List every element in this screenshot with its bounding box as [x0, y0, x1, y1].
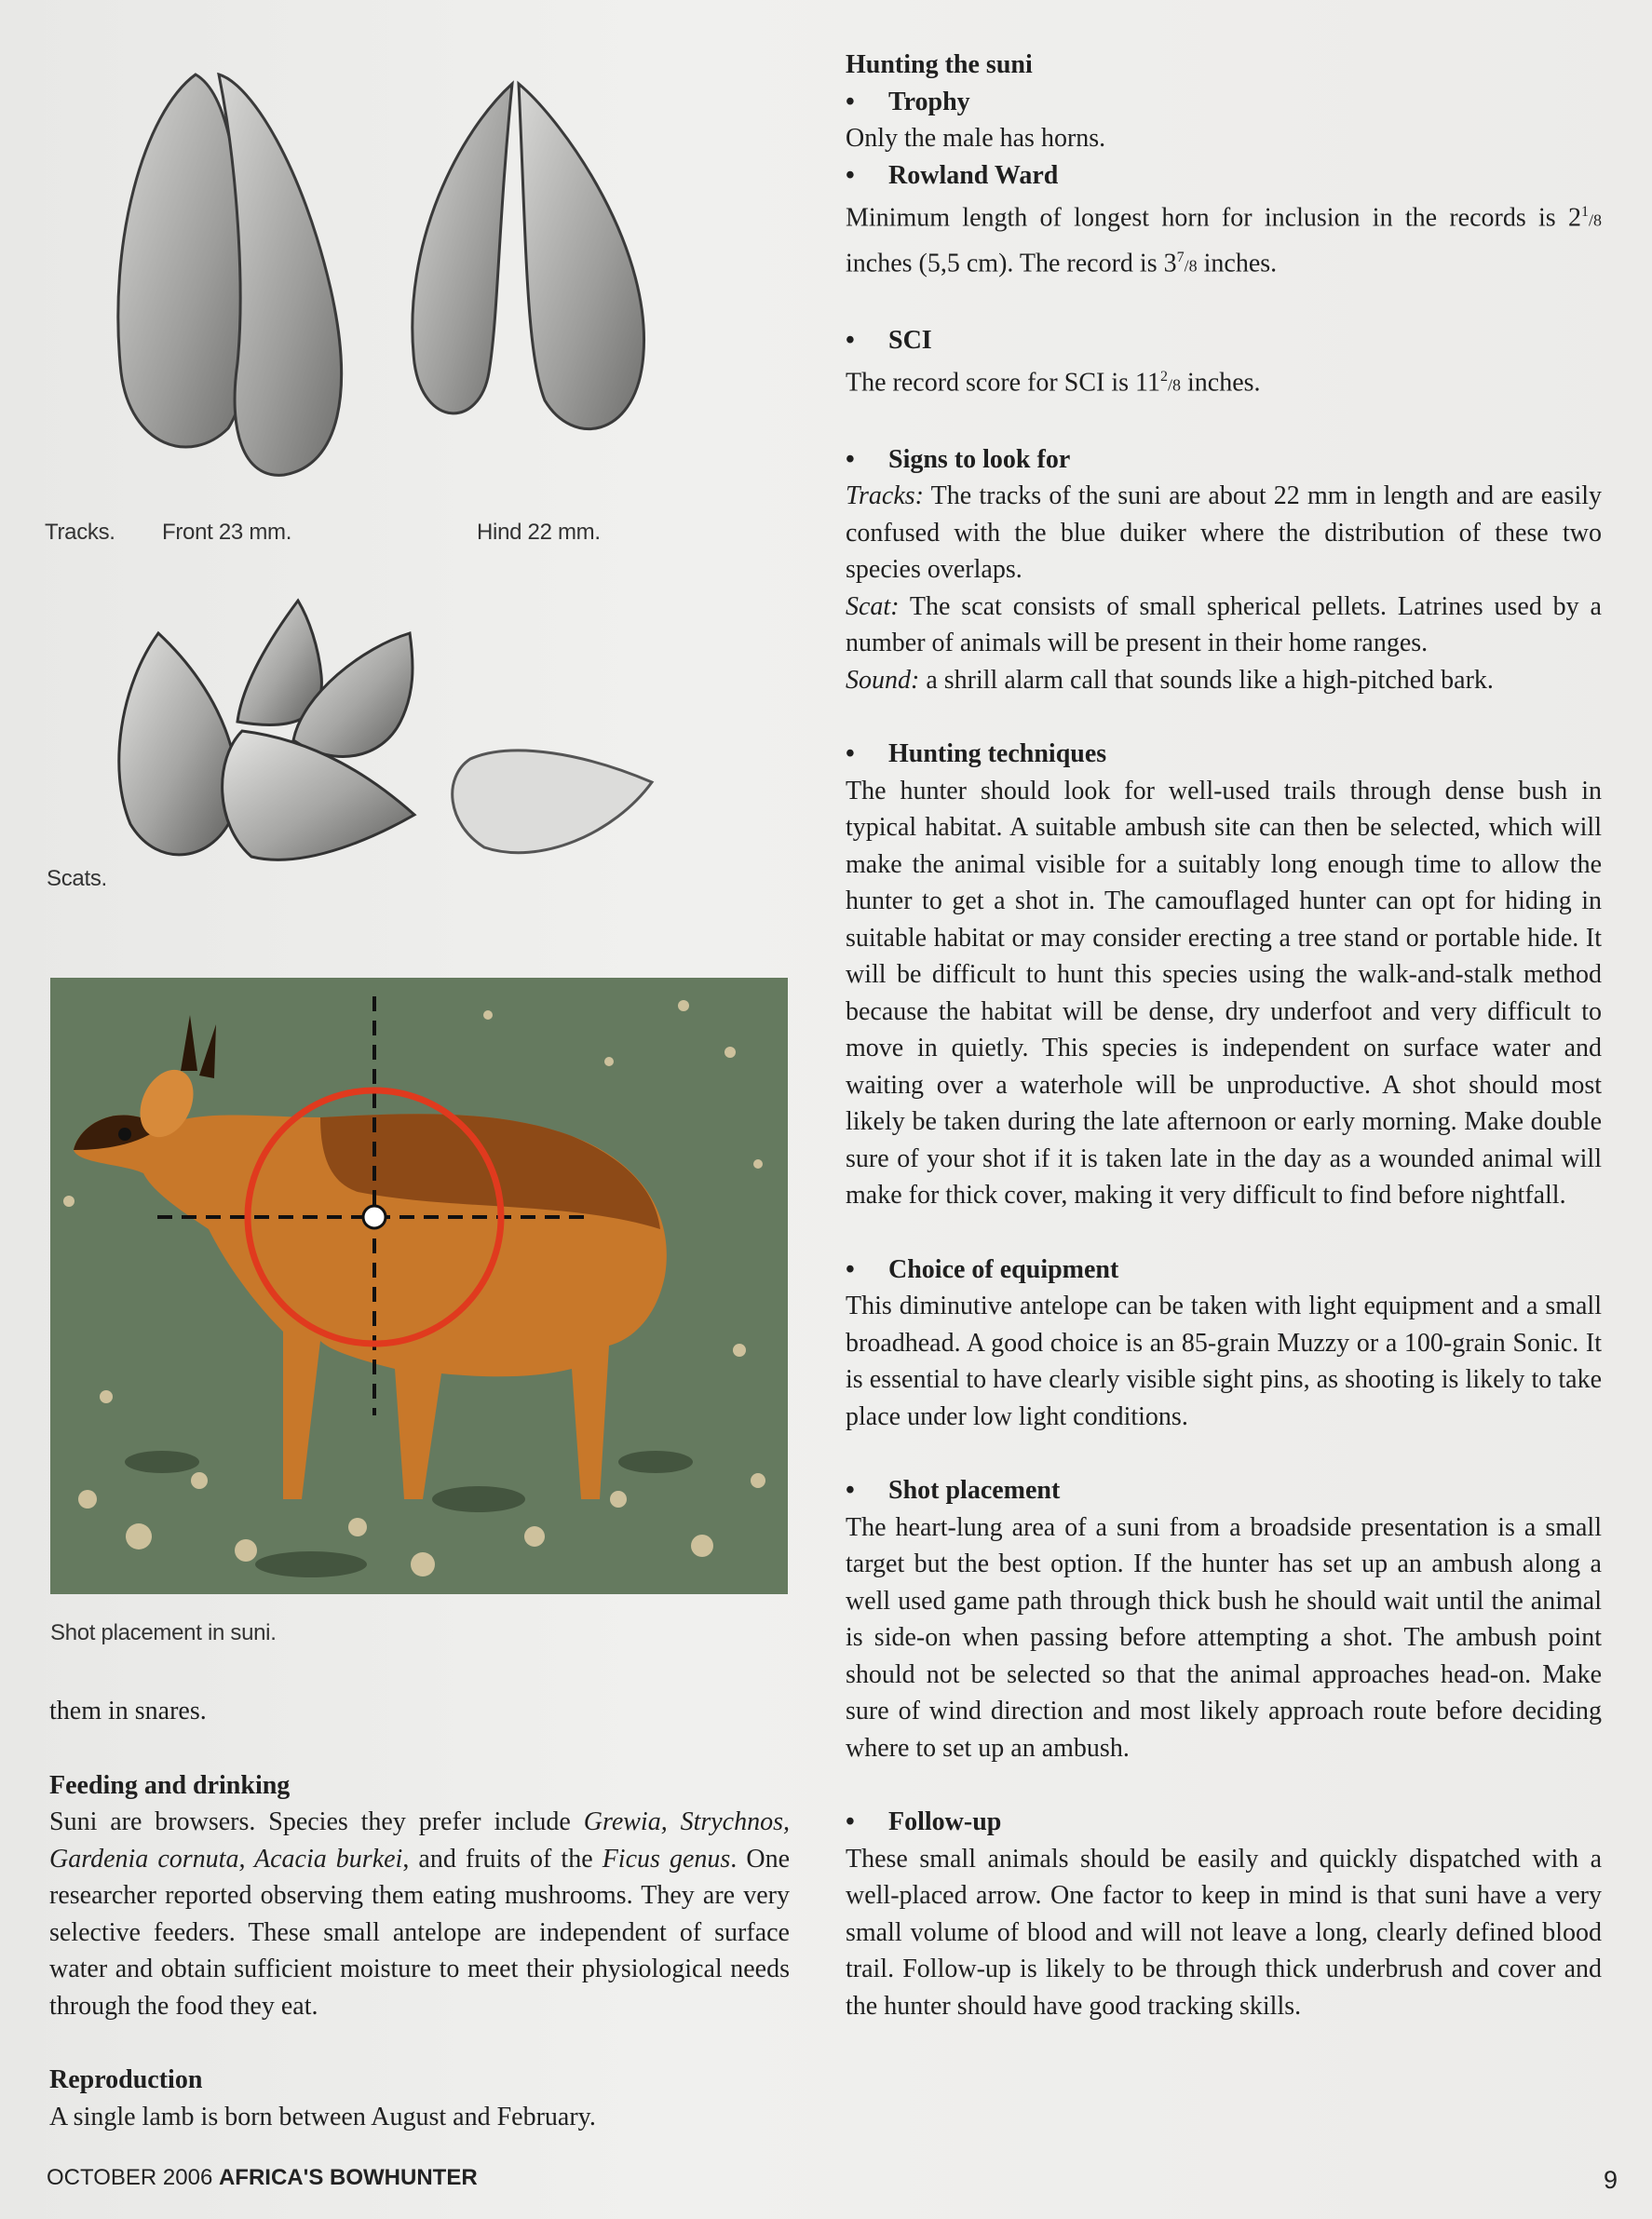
hind-track-caption: Hind 22 mm.	[477, 520, 601, 545]
left-column	[49, 1693, 790, 2135]
suni-photo	[50, 978, 788, 1594]
feeding-heading: Feeding and drinking	[49, 1770, 291, 1800]
continuation-text: them in snares.	[49, 1697, 207, 1725]
sound-text: Sound: a shrill alarm call that sounds like a high-pitched bark.	[846, 665, 1494, 695]
scats-caption: Scats.	[47, 866, 107, 891]
hunting-heading: Hunting the suni	[846, 50, 1033, 79]
follow-up-text: These small animals should be easily and quickly dispatched with a well-placed arrow. One factor to keep in mind is that suni have a very small volume of blood and will not leave a long, clearly defined blood trail. Follow-up is likely to be through thick underbrush and cover and the hunter should have good tracking skills.	[846, 1844, 1602, 2021]
front-track-caption: Front 23 mm.	[162, 520, 292, 545]
issue-date: OCTOBER 2006	[47, 2165, 219, 2190]
equipment-heading: • Choice of equipment	[846, 1254, 1119, 1284]
tracks-illustration	[88, 56, 675, 512]
rowland-ward-text: Minimum length of longest horn for inclusion in the records is $2^1/8$ inches (5,5 cm). The record is $3^7/8$ inches.	[846, 203, 1602, 278]
page-footer	[47, 2165, 478, 2191]
shot-placement-caption: Shot placement in suni.	[50, 1620, 277, 1645]
scat-text: Scat: The scat consists of small spherical pellets. Latrines used by a number of animals will be present in their home ranges.	[846, 591, 1602, 658]
rowland-ward-heading: • Rowland Ward	[846, 160, 1059, 190]
sci-text: The record score for SCI is $11^2/8$ inches.	[846, 368, 1261, 398]
shot-placement-heading: • Shot placement	[846, 1476, 1061, 1506]
sci-heading: • SCI	[846, 325, 932, 355]
trophy-heading: • Trophy	[846, 87, 970, 116]
follow-up-heading: • Follow-up	[846, 1807, 1002, 1837]
tracks-caption: Tracks.	[45, 520, 115, 545]
techniques-text: The hunter should look for well-used trails through dense bush in typical habitat. A suitable ambush site can then be selected, which will make the animal visible for a suitably long enough time to allow the hunter to get a shot in. The camouflaged hunter can opt for hiding in suitable habitat or may consider erecting a tree stand or portable hide. It will be difficult to hunt this species using the walk-and-stalk method because the habitat will be dense, dry underfoot and very difficult to move in quietly. This species is independent on surface water and waiting over a waterhole will be unproductive. A shot should most likely be taken during the late afternoon or early morning. Make double sure of your shot if it is taken late in the day as a wounded animal will make for thick cover, making it very difficult to find before nightfall.	[846, 776, 1602, 1211]
techniques-heading: • Hunting techniques	[846, 739, 1107, 769]
reproduction-text: A single lamb is born between August and February.	[49, 2102, 596, 2131]
trophy-text: Only the male has horns.	[846, 124, 1106, 153]
scats-illustration	[102, 591, 680, 889]
magazine-title: AFRICA'S BOWHUNTER	[218, 2165, 478, 2190]
feeding-text: Suni are browsers. Species they prefer include Grewia, Strychnos, Gardenia cornuta, Acacia burkei, and fruits of the Ficus genus. One researcher reported observing them eating mushrooms. They are very selective feeders. These small antelope are independent of surface water and obtain sufficient moisture to meet their physiological needs through the food they eat.	[49, 1807, 791, 2021]
reproduction-heading: Reproduction	[49, 2065, 203, 2094]
tracks-text: Tracks: The tracks of the suni are about 22 mm in length and are easily confused with the blue duiker where the distribution of these two species overlaps.	[846, 481, 1602, 585]
right-column	[846, 47, 1602, 2024]
equipment-text: This diminutive antelope can be taken with light equipment and a small broadhead. A good choice is an 85-grain Muzzy or a 100-grain Sonic. It is essential to have clearly visible sight pins, as shooting is likely to take place under low light conditions.	[846, 1292, 1602, 1431]
page-number: 9	[1604, 2166, 1618, 2194]
signs-heading: • Signs to look for	[846, 444, 1071, 474]
shot-placement-text: The heart-lung area of a suni from a broadside presentation is a small target but the best option. If the hunter has set up an ambush along a well used game path through thick bush he should wait until the animal is side-on when passing before attempting a shot. The ambush point should not be selected so that the animal approaches head-on. Make sure of wind direction and most likely approach route before deciding where to set up an ambush.	[846, 1512, 1602, 1763]
